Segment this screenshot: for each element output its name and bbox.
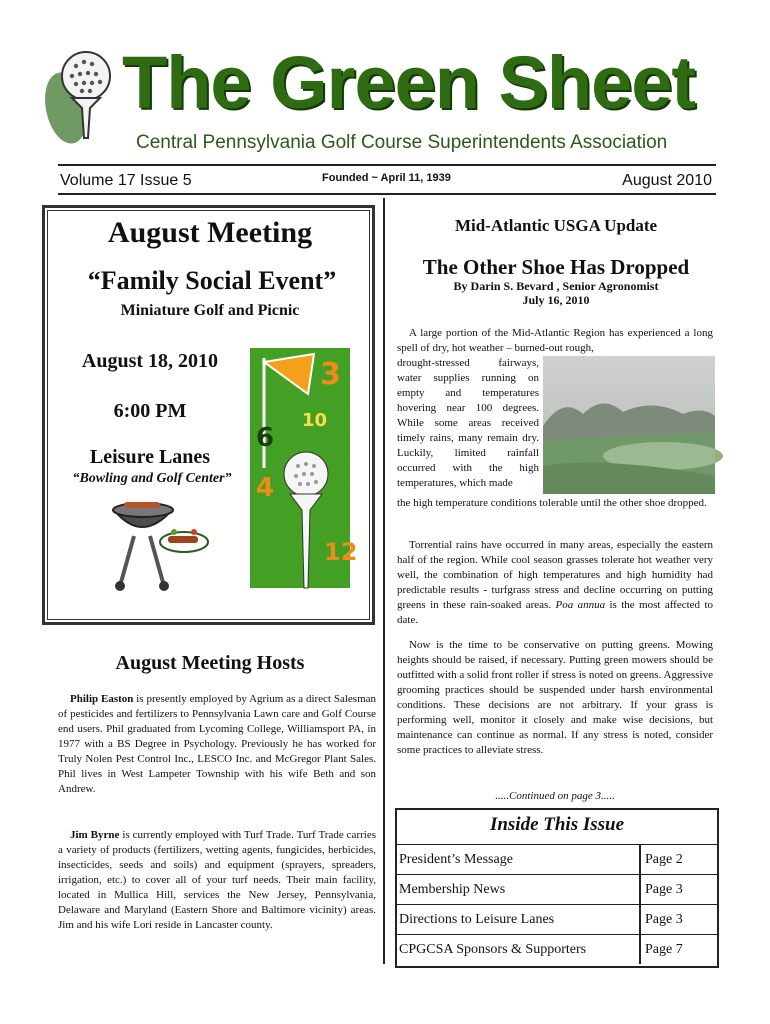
paragraph-text-end: is the most affected to date. [397,599,713,626]
host-bio-easton [58,692,376,797]
svg-text:3: 3 [320,357,341,392]
svg-text:6: 6 [256,423,275,453]
meeting-subtitle: “Family Social Event” [87,266,337,295]
hosts-title: August Meeting Hosts [115,652,305,674]
rainy-golf-course-photo [543,356,715,494]
article-paragraph-1a [397,326,713,356]
masthead-rule-bottom [58,193,716,195]
inside-title: Inside This Issue [489,814,625,835]
article-section-title: Mid-Atlantic USGA Update [454,216,658,235]
table-row [395,875,719,905]
host-name: Philip Easton [70,693,134,705]
svg-text:4: 4 [256,473,275,503]
newsletter-title: The Green Sheet [122,41,696,124]
contents-item: Membership News [395,875,640,905]
contents-item: Directions to Leisure Lanes [395,905,640,935]
contents-page: Page 7 [640,935,719,965]
article-paragraph-1b: drought-stressed fairways, water supplies running on empty and temperatures hovering near 100 degrees. While some areas received timely rains, many remain dry. Luckily, limited rainfall occurred with the high temperatures, which made [397,357,539,489]
golf-poster-image [250,348,358,588]
article-paragraph-2 [397,538,713,628]
article-paragraph-3 [397,638,713,758]
contents-page: Page 2 [640,845,719,875]
picnic-grill-image [110,496,210,592]
host-bio-text: is presently employed by Agrium as a direct Salesman of pesticides and fertilizers to Pennsylvania Lawn care and Golf Course end users. Phil graduated from Lycoming College, Williamsport PA, in 1977 with a BS Degree in Psychology. Previously he has worked for Truly Nolen Pest Control Inc., LESCO Inc. and McGregor Plant Sales. Phil lives in West Lampeter Township with his wife Beth and son Andrew. [58,693,377,795]
table-row [395,845,719,875]
continued-note: .....Continued on page 3..... [495,790,615,802]
meeting-place-subtitle: “Bowling and Golf Center” [72,471,232,486]
byline-author: By Darin S. Bevard , Senior Agronomist [453,279,659,293]
contents-item: CPGCSA Sponsors & Supporters [395,935,640,965]
table-row [395,935,719,965]
meeting-time: 6:00 PM [113,400,187,422]
masthead-rule-top [58,164,716,166]
paragraph-text: Now is the time to be conservative on putting greens. Mowing heights should be raised, if necessary. Putting green mowers should be outfitted with a solid front roller if stress is noted on greens. Aggressive grooming practices should be suspended under harsh environmental conditions. These decisions are not arbitrary. If your grass is performing well, monitor it closely and make wise decisions, but maintenance can continue as normal. If any stress is noted, consider some practices to alleviate stress. [397,639,713,756]
svg-text:10: 10 [302,410,328,431]
meeting-title: August Meeting [107,216,313,249]
host-bio-byrne [58,828,376,933]
table-row [395,905,719,935]
host-bio-text: is currently employed with Turf Trade. Turf Trade carries a variety of products (fertilizers, wetting agents, fungicides, herbicides, insecticides, seeds and soils) and equipment (sprayers, spreaders, irrigation, etc.) to cover all of your turf needs. Their main facility, located in Mullica Hill, services the New Jersey, Pennsylvania, Delaware and Maryland (Eastern Shore and Baltimore vicinity) areas. Jim and his wife Lori reside in Lancaster county. [58,829,376,931]
article-paragraph-1c: the high temperature conditions tolerable until the other shoe dropped. [397,497,707,509]
svg-text:12: 12 [324,538,358,566]
meeting-date: August 18, 2010 [81,350,219,372]
contents-page: Page 3 [640,875,719,905]
paragraph-text: Torrential rains have occurred in many areas, especially the eastern half of the region. While cool season grasses tolerate hot weather very well, the combination of high temperatures and high humidity had predictable results - turfgrass stress and decline occurring on putting greens in these rain-soaked areas. [397,539,713,611]
paragraph-text: A large portion of the Mid-Atlantic Region has experienced a long spell of dry, hot weather – burned-out rough, [397,327,713,354]
meeting-place: Leisure Lanes [89,446,211,468]
golf-ball-logo [42,46,122,146]
article-headline: The Other Shoe Has Dropped [422,255,690,279]
founded-date: Founded ~ April 11, 1939 [322,172,451,184]
contents-table [395,844,719,964]
contents-item: President’s Message [395,845,640,875]
volume-issue: Volume 17 Issue 5 [60,172,192,189]
association-subtitle: Central Pennsylvania Golf Course Superintendents Association [136,132,668,153]
host-name: Jim Byrne [70,829,120,841]
species-name: Poa annua [555,599,606,611]
article-byline [392,279,720,307]
column-divider [383,198,385,964]
meeting-subtitle-2: Miniature Golf and Picnic [120,302,300,319]
contents-page: Page 3 [640,905,719,935]
issue-date: August 2010 [622,172,712,189]
byline-date: July 16, 2010 [522,293,590,307]
